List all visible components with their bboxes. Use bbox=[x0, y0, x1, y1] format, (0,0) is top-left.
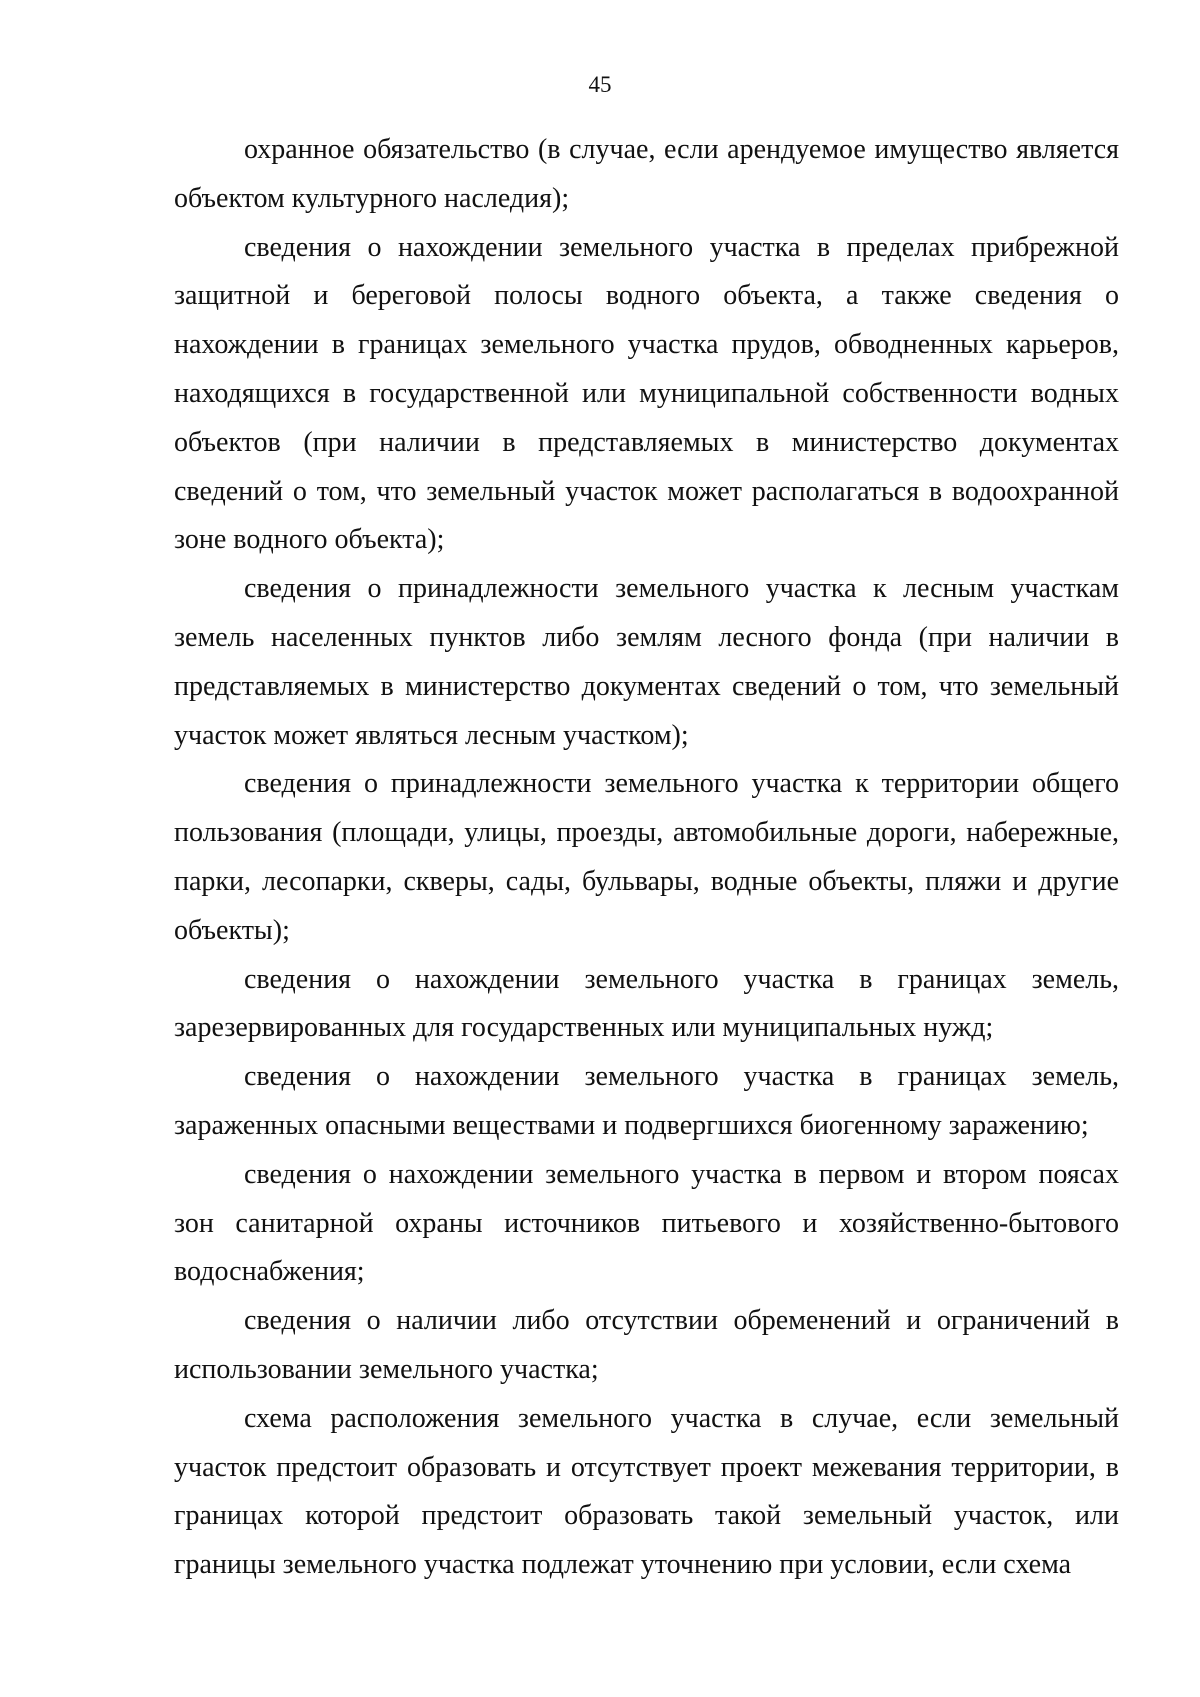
paragraph: сведения о принадлежности земельного участка к территории общего пользования (площади, улицы, проезды, автомобильные дороги, набережные, парки, лесопарки, скверы, сады, бульвары, водные объекты, пляжи и другие объекты); bbox=[174, 768, 1119, 946]
paragraph: сведения о нахождении земельного участка в границах земель, зараженных опасными веществами и подвергшихся биогенному заражению; bbox=[174, 1061, 1119, 1141]
paragraph: сведения о нахождении земельного участка в пределах прибрежной защитной и береговой полосы водного объекта, а также сведения о нахождении в границах земельного участка прудов, обводненных карьеров, находящихся в государственной или муниципальной собственности водных объектов (при наличии в представляемых в министерство документах сведений о том, что земельный участок может располагаться в водоохранной зоне водного объекта); bbox=[174, 231, 1119, 556]
paragraph: сведения о наличии либо отсутствии обременений и ограничений в использовании земельного участка; bbox=[174, 1305, 1119, 1385]
paragraph: сведения о нахождении земельного участка в границах земель, зарезервированных для государственных или муниципальных нужд; bbox=[174, 963, 1119, 1044]
page-number: 45 bbox=[588, 72, 612, 97]
document-body bbox=[174, 126, 1119, 1590]
paragraph: охранное обязательство (в случае, если арендуемое имущество является объектом культурного наследия); bbox=[174, 134, 1119, 214]
paragraph: сведения о нахождении земельного участка в первом и втором поясах зон санитарной охраны источников питьевого и хозяйственно-бытового водоснабжения; bbox=[174, 1158, 1119, 1288]
paragraph: сведения о принадлежности земельного участка к лесным участкам земель населенных пунктов либо землям лесного фонда (при наличии в представляемых в министерство документах сведений о том, что земельный участок может являться лесным участком); bbox=[174, 573, 1119, 751]
last-paragraph: схема расположения земельного участка в случае, если земельный участок предстоит образовать и отсутствует проект межевания территории, в границах которой предстоит образовать такой земельный участок, или границы земельного участка подлежат уточнению при условии, если схема bbox=[174, 1402, 1119, 1581]
